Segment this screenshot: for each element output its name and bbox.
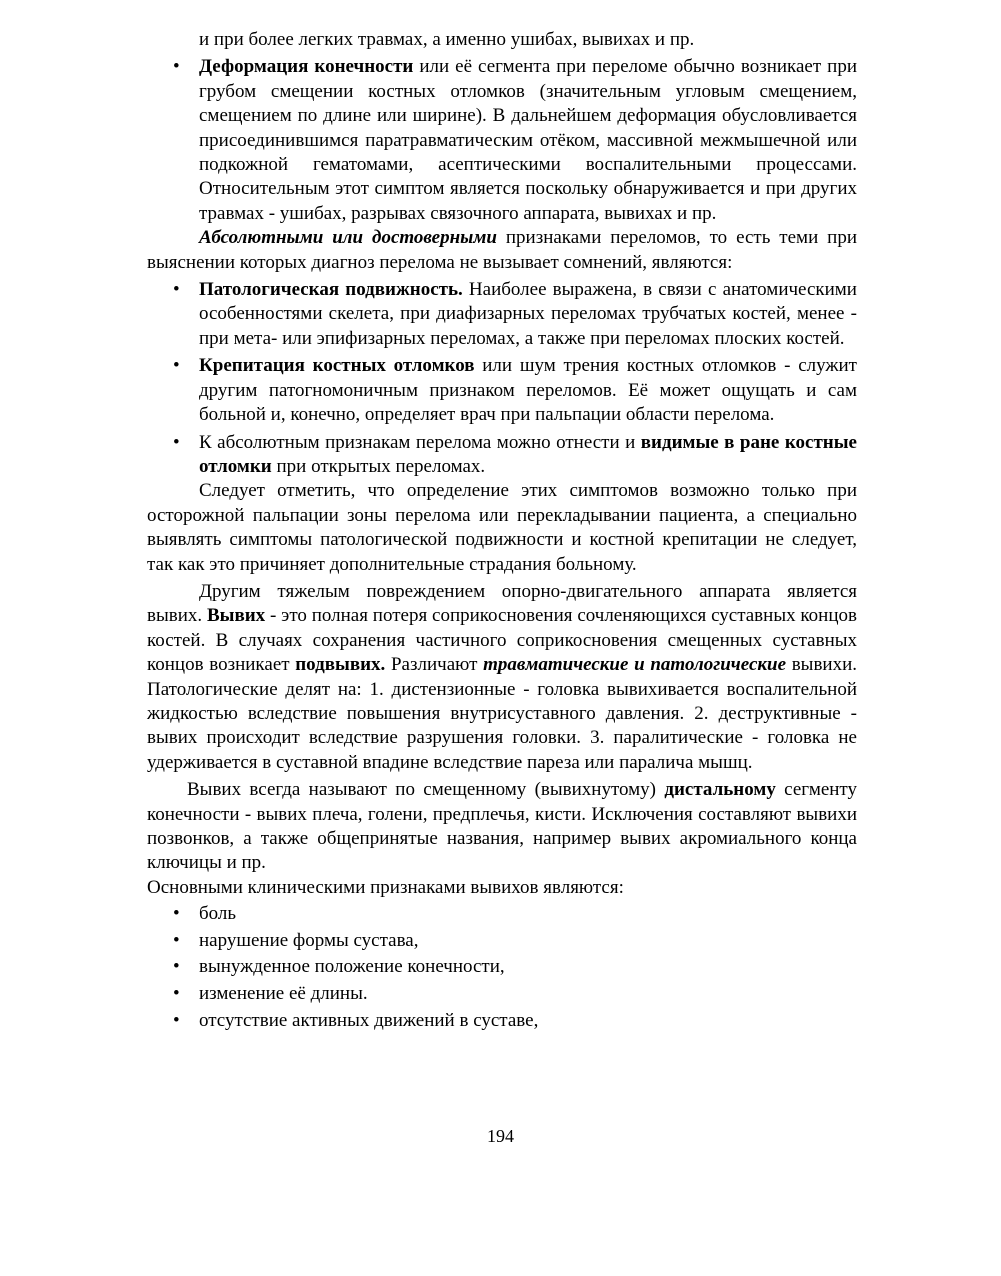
page-body: [147, 28, 857, 1033]
bullet-icon: •: [173, 929, 180, 951]
bullet-icon: •: [173, 1009, 180, 1031]
list-item-crepitation: [147, 354, 857, 427]
crepitation-text: или шум трения костных отломков - служит другим патогномоничным признаком переломов. Её может ощущать и сам больной и, конечно, определяет врач при пальпации области перелома.: [199, 355, 857, 426]
dislocation-text-1: Другим тяжелым повреждением опорно-двигательного аппарата является вывих.: [147, 580, 857, 627]
visible-fragments-pre: К абсолютным признакам перелома можно отнести и: [199, 431, 641, 453]
term-traumatic-pathological: травматические и патологические: [483, 654, 787, 676]
term-crepitation: Крепитация костных отломков: [199, 355, 475, 377]
naming-text-1: Вывих всегда называют по смещенному (вывихнутому): [187, 779, 665, 801]
list-item: [147, 1009, 857, 1034]
absolute-signs-list: [147, 278, 857, 479]
bullet-icon: •: [173, 983, 180, 1004]
term-absolute: Абсолютными или достоверными: [199, 227, 497, 249]
bullet-icon: •: [173, 279, 180, 301]
list-item: [147, 929, 857, 954]
dislocation-text-3: Различают: [385, 654, 484, 676]
note-paragraph: Следует отметить, что определение этих симптомов возможно только при осторожной пальпации зоны перелома или перекладывании пациента, а специально выявлять симптомы патологической подвижности и костной крепитации не следует, так как это причиняет дополнительные страдания больному.: [147, 480, 857, 575]
term-subluxation: подвывих.: [295, 654, 386, 676]
list-item-deformity: [147, 55, 857, 226]
naming-text-2: сегменту конечности - вывих плеча, голени, предплечья, кисти. Исключения составляют вывихи позвонков, а также общепринятые названия, например вывих акромиального конца ключицы и пр.: [147, 779, 857, 874]
clinical-sign-text: отсутствие активных движений в суставе,: [199, 1009, 539, 1031]
clinical-sign-text: изменение её длины.: [199, 983, 368, 1004]
dislocation-paragraph: [147, 580, 857, 775]
intro-continuation: и при более легких травмах, а именно ушибах, вывихах и пр.: [199, 29, 695, 50]
list-item-mobility: [147, 278, 857, 351]
list-item-visible-fragments: [147, 431, 857, 480]
deformity-list: [147, 55, 857, 226]
list-item: [147, 902, 857, 927]
term-deformity: Деформация конечности: [199, 56, 414, 78]
term-visible-fragments: видимые в ране костные отломки: [199, 431, 857, 477]
term-mobility: Патологическая подвижность.: [199, 279, 463, 301]
mobility-text: Наиболее выражена, в связи с анатомическими особенностями скелета, при диафизарных переломах трубчатых костей, менее - при мета- или эпифизарных переломах, а также при переломах плоских костей.: [199, 279, 857, 349]
bullet-icon: •: [173, 355, 180, 377]
bullet-icon: •: [173, 903, 180, 925]
clinical-signs-list: [147, 902, 857, 1033]
bullet-icon: •: [173, 956, 180, 978]
bullet-icon: •: [173, 56, 180, 78]
list-item: [147, 955, 857, 980]
term-dislocation: Вывих: [206, 605, 266, 627]
list-item: [147, 982, 857, 1007]
clinical-intro: Основными клиническими признаками вывихов являются:: [147, 876, 624, 898]
clinical-sign-text: вынужденное положение конечности,: [199, 956, 505, 978]
absolute-intro: [147, 226, 857, 275]
naming-paragraph: [147, 778, 857, 876]
absolute-intro-text: признаками переломов, то есть теми при выяснении которых диагноз перелома не вызывает сомнений, являются:: [147, 227, 857, 273]
deformity-text: или её сегмента при переломе обычно возникает при грубом смещении костных отломков (значительным угловым смещением, смещением по длине или ширине). В дальнейшем деформация обусловливается присоединившимся паратравматическим отёком, массивной межмышечной или подкожной гематомами, асептическими воспалительными процессами. Относительным этот симптом является поскольку обнаруживается и при других травмах - ушибах, разрывах связочного аппарата, вывихах и пр.: [199, 56, 857, 224]
dislocation-text-4: вывихи. Патологические делят на: 1. дистензионные - головка вывихивается воспалительной жидкостью вследствие повышения внутрисуставного давления. 2. деструктивные - вывих происходит вследствие разрушения головки. 3. паралитические - головка не удерживается в суставной впадине вследствие пареза или паралича мышц.: [147, 654, 858, 773]
visible-fragments-text: при открытых переломах.: [271, 455, 486, 477]
page-number: 194: [487, 1126, 514, 1146]
bullet-icon: •: [173, 431, 180, 453]
clinical-sign-text: боль: [199, 903, 237, 925]
clinical-sign-text: нарушение формы сустава,: [199, 929, 419, 951]
dislocation-text-2: - это полная потеря соприкосновения сочленяющихся суставных концов костей. В случаях сохранения частичного соприкосновения смещенных суставных концов возникает: [147, 605, 857, 676]
term-distal: дистальному: [664, 779, 776, 801]
